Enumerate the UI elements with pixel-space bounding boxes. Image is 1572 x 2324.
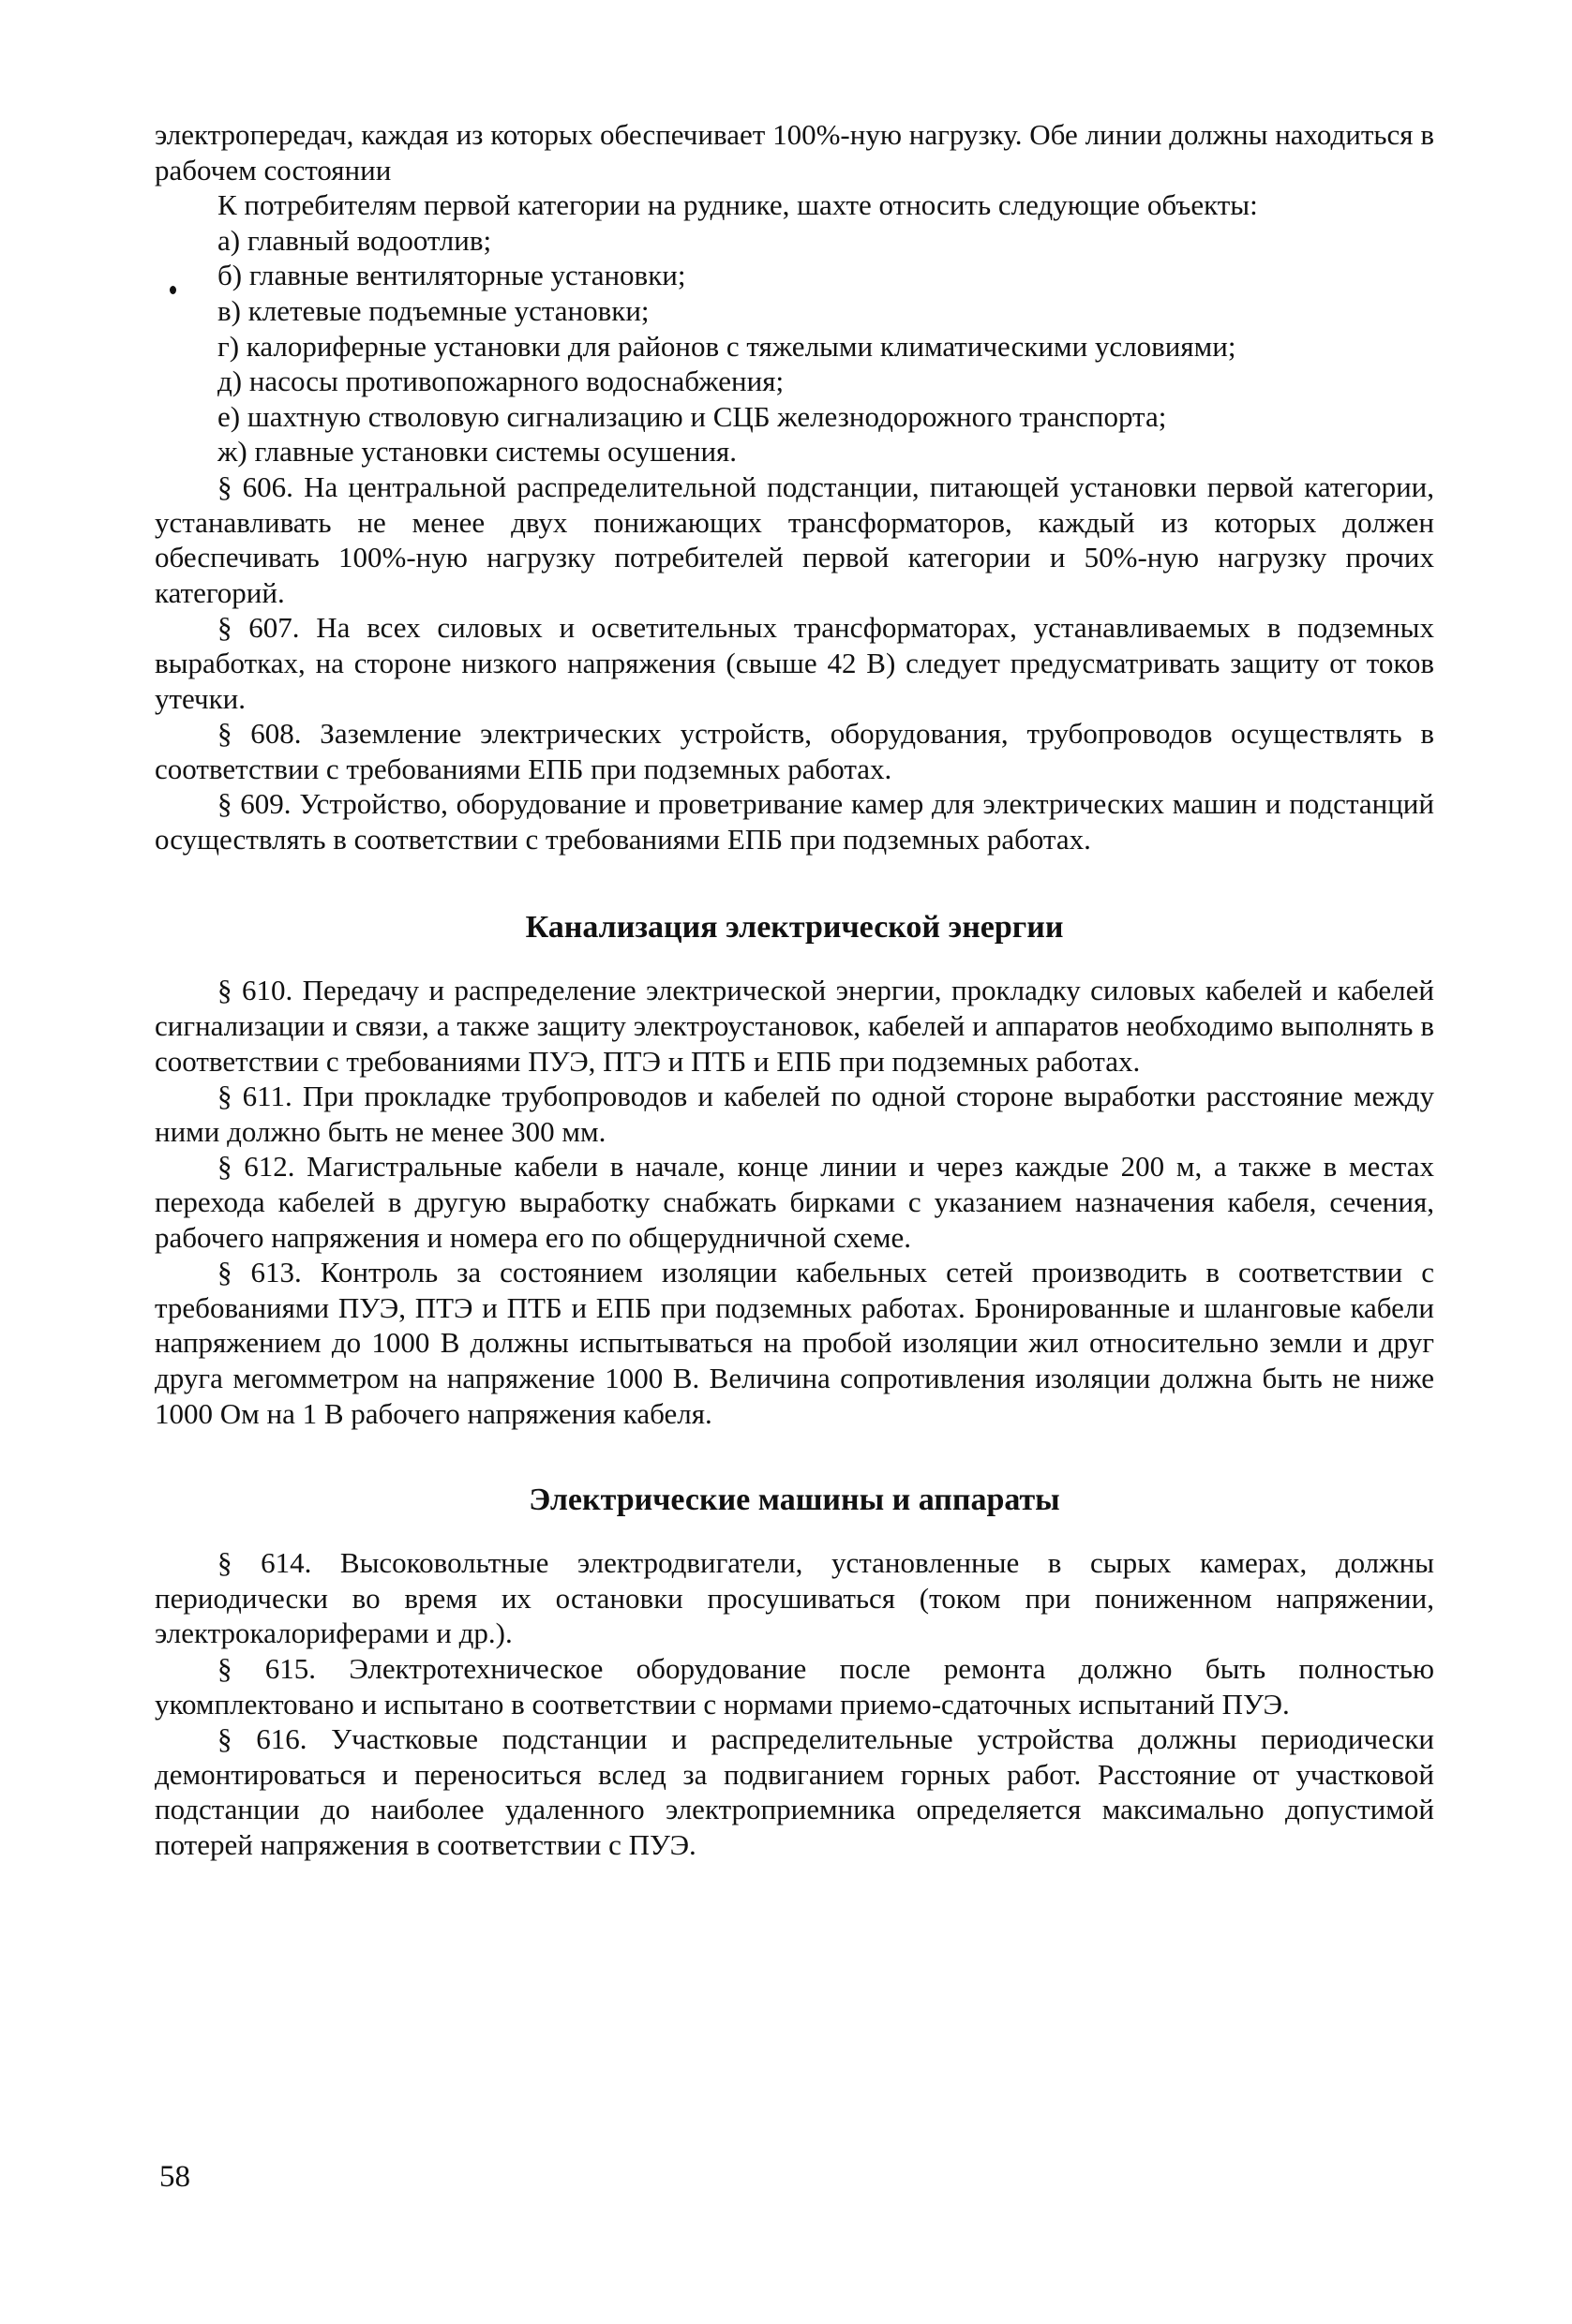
section-paragraph: § 612. Магистральные кабели в начале, конце линии и через каждые 200 м, а также в местах перехода кабелей в другую выработку снабжать бирками с указанием назначения кабеля, сечения, рабочего напряжения и номера его по общерудничной схеме. xyxy=(155,1150,1434,1254)
category-intro-paragraph: К потребителям первой категории на руднике, шахте относить следующие объекты: xyxy=(217,188,1258,222)
section-paragraph: § 613. Контроль за состоянием изоляции кабельных сетей производить в соответствии с требованиями ПУЭ, ПТЭ и ПТБ и ЕПБ при подземных работах. Бронированные и шланговые кабели напряжением до 1000 В должны испытываться на пробой изоляции жил относительно земли и друг друга мегомметром на напряжение 1000 В. Величина сопротивления изоляции должна быть не ниже 1000 Ом на 1 В рабочего напряжения кабеля. xyxy=(155,1256,1434,1430)
intro-paragraph: электропередач, каждая из которых обеспечивает 100%-ную нагрузку. Обе линии должны находиться в рабочем состоянии xyxy=(155,118,1434,186)
list-item: в) клетевые подъемные установки; xyxy=(217,293,650,327)
section-heading: Канализация электрической энергии xyxy=(525,910,1064,946)
list-item: е) шахтную стволовую сигнализацию и СЦБ железнодорожного транспорта; xyxy=(217,399,1167,433)
consumer-list xyxy=(155,223,1434,469)
section-paragraph: § 608. Заземление электрических устройств, оборудования, трубопроводов осуществлять в соответствии с требованиями ЕПБ при подземных работах. xyxy=(155,717,1434,785)
page-number: 58 xyxy=(159,2160,190,2194)
list-item: б) главные вентиляторные установки; xyxy=(217,259,686,292)
section-paragraph: § 606. На центральной распределительной подстанции, питающей установки первой категории, устанавливать не менее двух понижающих трансформаторов, каждый из которых должен обеспечивать 100%-ную нагрузку потребителей первой категории и 50%-ную нагрузку прочих категорий. xyxy=(155,469,1434,609)
section-paragraph: § 616. Участковые подстанции и распределительные устройства должны периодически демонтироваться и переноситься вслед за подвиганием горных работ. Расстояние от участковой подстанции до наиболее удаленного электроприемника определяется максимально допустимой потерей напряжения в соответствии с ПУЭ. xyxy=(155,1722,1434,1861)
list-item: ж) главные установки системы осушения. xyxy=(217,435,738,469)
list-item: а) главный водоотлив; xyxy=(217,223,492,257)
bullet-mark xyxy=(170,286,176,294)
section-paragraph: § 607. На всех силовых и осветительных трансформаторах, устанавливаемых в подземных выработках, на стороне низкого напряжения (свыше 42 В) следует предусматривать защиту от токов утечки. xyxy=(155,611,1434,715)
list-item: г) калориферные установки для районов с тяжелыми климатическими условиями; xyxy=(217,329,1236,363)
section-paragraph: § 610. Передачу и распределение электрической энергии, прокладку силовых кабелей и кабелей сигнализации и связи, а также защиту электроустановок, кабелей и аппаратов необходимо выполнять в соответствии с требованиями ПУЭ, ПТЭ и ПТБ и ЕПБ при подземных работах. xyxy=(155,974,1434,1078)
section-paragraph: § 615. Электротехническое оборудование после ремонта должно быть полностью укомплектовано и испытано в соответствии с нормами приемо-сдаточных испытаний ПУЭ. xyxy=(155,1651,1434,1721)
section-paragraph: § 611. При прокладке трубопроводов и кабелей по одной стороне выработки расстояние между ними должно быть не менее 300 мм. xyxy=(155,1080,1434,1148)
section-paragraph: § 609. Устройство, оборудование и проветривание камер для электрических машин и подстанций осуществлять в соответствии с требованиями ЕПБ при подземных работах. xyxy=(155,787,1434,856)
section-heading: Электрические машины и аппараты xyxy=(529,1482,1060,1518)
page-body xyxy=(155,117,1434,1863)
section-paragraph: § 614. Высоковольтные электродвигатели, установленные в сырых камерах, должны периодически во время их остановки просушиваться (током при пониженном напряжении, электрокалориферами и др.). xyxy=(155,1546,1434,1650)
list-item: д) насосы противопожарного водоснабжения; xyxy=(217,365,785,398)
